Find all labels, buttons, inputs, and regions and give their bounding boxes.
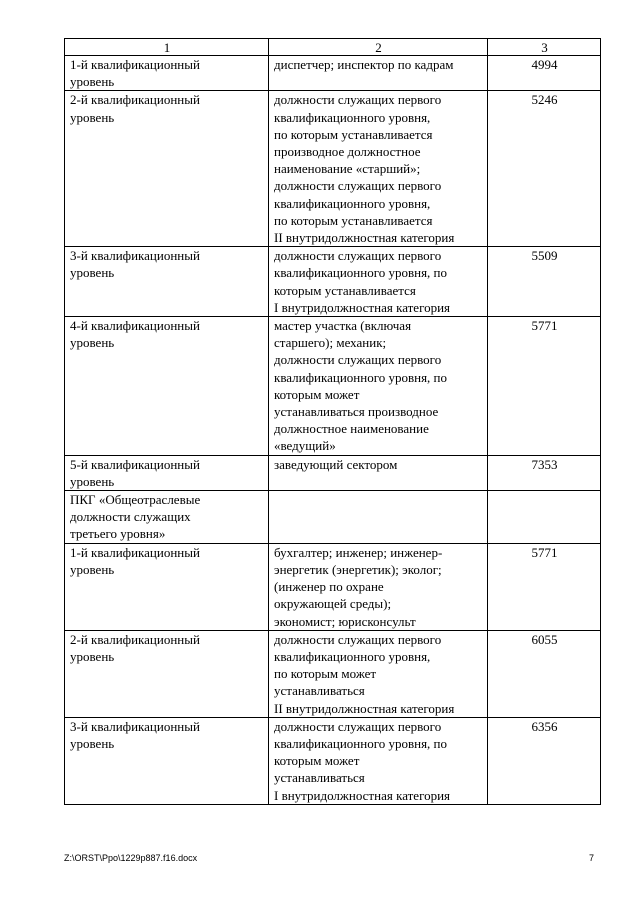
salary-cell: 5771 bbox=[488, 317, 601, 456]
column-number-1: 1 bbox=[65, 39, 269, 56]
table-row bbox=[65, 455, 601, 490]
table-row bbox=[65, 543, 601, 630]
positions-cell: должности служащих первого квалификационного уровня, по которым может устанавливаться II внутридолжностная категория bbox=[269, 630, 488, 717]
table-row bbox=[65, 91, 601, 247]
salary-cell: 4994 bbox=[488, 56, 601, 91]
table-row bbox=[65, 56, 601, 91]
positions-cell: должности служащих первого квалификационного уровня, по которым устанавливается I внутридолжностная категория bbox=[269, 247, 488, 317]
table-row bbox=[65, 630, 601, 717]
column-number-3: 3 bbox=[488, 39, 601, 56]
table-row bbox=[65, 717, 601, 804]
professional-group-title: ПКГ «Общеотраслевые должности служащих третьего уровня» bbox=[65, 491, 269, 544]
group-header-row bbox=[65, 491, 601, 544]
page-number: 7 bbox=[588, 853, 594, 863]
qualification-table bbox=[64, 38, 601, 805]
salary-cell: 5246 bbox=[488, 91, 601, 247]
salary-cell: 5509 bbox=[488, 247, 601, 317]
qualification-level-cell: 3-й квалификационный уровень bbox=[65, 717, 269, 804]
file-path: Z:\ORST\Ppo\1229p887.f16.docx bbox=[64, 853, 198, 863]
salary-cell bbox=[488, 491, 601, 544]
positions-cell: бухгалтер; инженер; инженер- энергетик (энергетик); эколог; (инженер по охране окружающей среды); экономист; юрисконсульт bbox=[269, 543, 488, 630]
qualification-level-cell: 1-й квалификационный уровень bbox=[65, 56, 269, 91]
table-row bbox=[65, 317, 601, 456]
qualification-level-cell: 2-й квалификационный уровень bbox=[65, 91, 269, 247]
column-number-2: 2 bbox=[269, 39, 488, 56]
salary-cell: 6055 bbox=[488, 630, 601, 717]
qualification-level-cell: 1-й квалификационный уровень bbox=[65, 543, 269, 630]
qualification-level-cell: 3-й квалификационный уровень bbox=[65, 247, 269, 317]
table-row bbox=[65, 247, 601, 317]
positions-cell: заведующий сектором bbox=[269, 455, 488, 490]
positions-cell: должности служащих первого квалификационного уровня, по которым может устанавливаться I внутридолжностная категория bbox=[269, 717, 488, 804]
salary-cell: 7353 bbox=[488, 455, 601, 490]
qualification-level-cell: 2-й квалификационный уровень bbox=[65, 630, 269, 717]
table-header-row bbox=[65, 39, 601, 56]
positions-cell: диспетчер; инспектор по кадрам bbox=[269, 56, 488, 91]
positions-cell bbox=[269, 491, 488, 544]
qualification-level-cell: 4-й квалификационный уровень bbox=[65, 317, 269, 456]
positions-cell: мастер участка (включая старшего); механик; должности служащих первого квалификационного уровня, по которым может устанавливаться производное должностное наименование «ведущий» bbox=[269, 317, 488, 456]
positions-cell: должности служащих первого квалификационного уровня, по которым устанавливается производное должностное наименование «старший»; должности служащих первого квалификационного уровня, по которым устанавливается II внутридолжностная категория bbox=[269, 91, 488, 247]
qualification-level-cell: 5-й квалификационный уровень bbox=[65, 455, 269, 490]
salary-cell: 5771 bbox=[488, 543, 601, 630]
salary-cell: 6356 bbox=[488, 717, 601, 804]
